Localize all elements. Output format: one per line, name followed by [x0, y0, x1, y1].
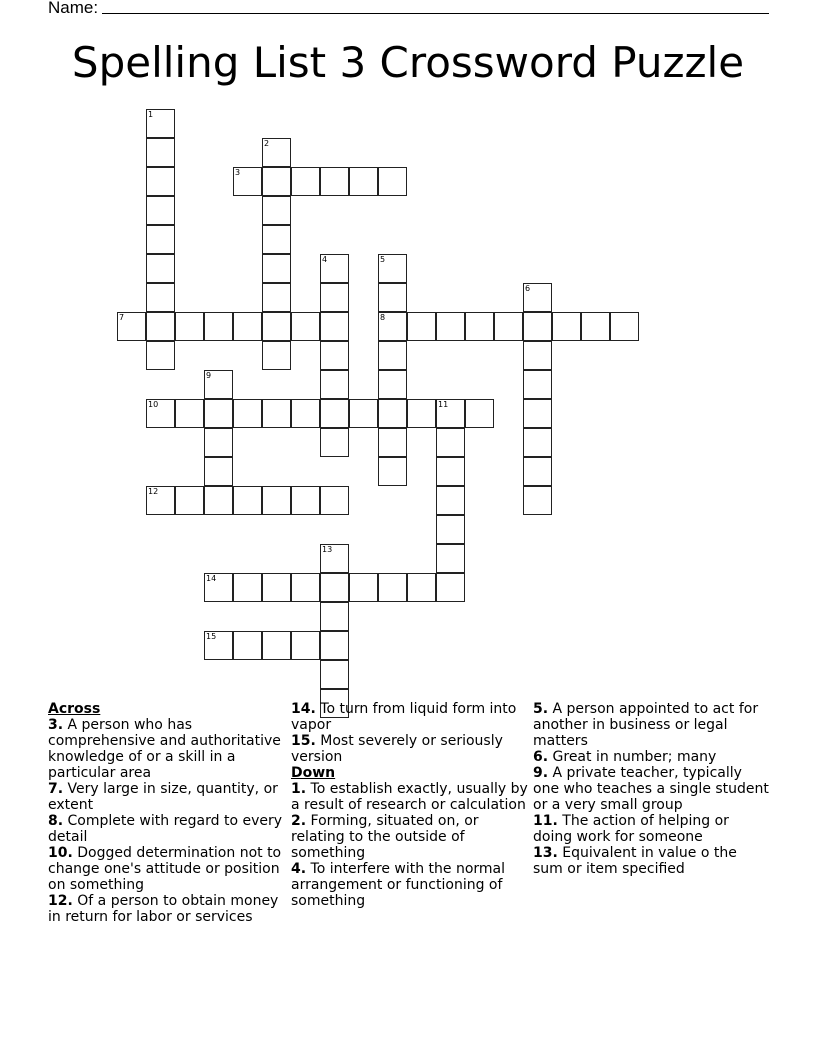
grid-cell[interactable]: [436, 312, 465, 341]
clue-item: [533, 749, 771, 765]
clue-item: [533, 765, 771, 813]
clue-number: 8.: [48, 813, 64, 829]
grid-cell[interactable]: [262, 196, 291, 225]
clue-text: Great in number; many: [552, 749, 717, 765]
grid-cell[interactable]: [436, 457, 465, 486]
grid-cell[interactable]: [407, 399, 436, 428]
grid-cell[interactable]: [436, 399, 465, 428]
clue-number: 3.: [48, 717, 64, 733]
clue-item: [533, 813, 771, 845]
grid-cell[interactable]: [581, 312, 610, 341]
grid-cell[interactable]: [349, 399, 378, 428]
grid-cell[interactable]: [146, 399, 175, 428]
clue-number: 7.: [48, 781, 64, 797]
clue-text: A person who has comprehensive and authoritative knowledge of or a skill in a particular area: [48, 717, 281, 781]
grid-cell[interactable]: [262, 283, 291, 312]
grid-cell[interactable]: [146, 254, 175, 283]
clue-item: [291, 781, 529, 813]
clue-number: 5.: [533, 701, 549, 717]
grid-cell[interactable]: [233, 486, 262, 515]
clue-number: 2.: [291, 813, 307, 829]
grid-cell[interactable]: [262, 225, 291, 254]
clue-item: [291, 813, 529, 861]
clue-text: To establish exactly, usually by a result of research or calculation: [291, 781, 528, 813]
name-field[interactable]: [48, 0, 769, 18]
grid-cell[interactable]: [291, 486, 320, 515]
grid-cell[interactable]: [494, 312, 523, 341]
clue-item: [533, 845, 771, 877]
grid-cell[interactable]: [146, 341, 175, 370]
grid-cell[interactable]: [204, 428, 233, 457]
grid-cell[interactable]: [233, 167, 262, 196]
clues-column-2: [291, 701, 529, 909]
grid-cell[interactable]: [523, 312, 552, 341]
clue-number: 10.: [48, 845, 73, 861]
clue-text: A person appointed to act for another in business or legal matters: [533, 701, 759, 749]
grid-cell[interactable]: [146, 138, 175, 167]
across-heading: Across: [48, 701, 101, 717]
grid-cell[interactable]: [320, 312, 349, 341]
name-label: Name:: [48, 0, 99, 17]
clue-item: [48, 717, 286, 781]
grid-cell[interactable]: [320, 167, 349, 196]
grid-cell[interactable]: [436, 486, 465, 515]
grid-cell[interactable]: [204, 370, 233, 399]
grid-cell[interactable]: [320, 283, 349, 312]
clue-text: Equivalent in value o the sum or item specified: [533, 845, 737, 877]
clue-number: 15.: [291, 733, 316, 749]
grid-cell[interactable]: [204, 573, 233, 602]
clue-text: Of a person to obtain money in return for labor or services: [48, 893, 279, 925]
clue-number: 5: [380, 255, 386, 264]
grid-cell[interactable]: [320, 486, 349, 515]
grid-cell[interactable]: [320, 370, 349, 399]
clue-number: 14.: [291, 701, 316, 717]
grid-cell[interactable]: [204, 486, 233, 515]
clue-item: [291, 733, 529, 765]
clue-number: 9.: [533, 765, 549, 781]
grid-cell[interactable]: [291, 167, 320, 196]
clue-number: 1.: [291, 781, 307, 797]
grid-cell[interactable]: [262, 341, 291, 370]
name-line[interactable]: [102, 0, 769, 14]
grid-cell[interactable]: [262, 167, 291, 196]
grid-cell[interactable]: [320, 544, 349, 573]
grid-cell[interactable]: [378, 457, 407, 486]
clue-number: 9: [206, 371, 212, 380]
grid-cell[interactable]: [262, 399, 291, 428]
grid-cell[interactable]: [523, 399, 552, 428]
grid-cell[interactable]: [262, 138, 291, 167]
clue-number: 14: [206, 574, 217, 583]
clue-number: 1: [148, 110, 154, 119]
clue-item: [291, 701, 529, 733]
grid-cell[interactable]: [523, 370, 552, 399]
grid-cell[interactable]: [291, 399, 320, 428]
clue-text: Very large in size, quantity, or extent: [48, 781, 278, 813]
clue-item: [533, 701, 771, 749]
grid-cell[interactable]: [523, 486, 552, 515]
grid-cell[interactable]: [291, 573, 320, 602]
grid-cell[interactable]: [378, 573, 407, 602]
clue-number: 12: [148, 487, 159, 496]
grid-cell[interactable]: [175, 312, 204, 341]
grid-cell[interactable]: [175, 399, 204, 428]
clue-item: [48, 813, 286, 845]
grid-cell[interactable]: [378, 283, 407, 312]
grid-cell[interactable]: [378, 370, 407, 399]
grid-cell[interactable]: [233, 399, 262, 428]
grid-cell[interactable]: [146, 312, 175, 341]
clue-number: 4: [322, 255, 328, 264]
grid-cell[interactable]: [523, 341, 552, 370]
grid-cell[interactable]: [146, 167, 175, 196]
grid-cell[interactable]: [233, 631, 262, 660]
clue-number: 13: [322, 545, 333, 554]
clue-number: 15: [206, 632, 217, 641]
grid-cell[interactable]: [320, 573, 349, 602]
grid-cell[interactable]: [378, 341, 407, 370]
grid-cell[interactable]: [378, 254, 407, 283]
clue-number: 11: [438, 400, 449, 409]
grid-cell[interactable]: [117, 312, 146, 341]
page-title: Spelling List 3 Crossword Puzzle: [71, 38, 745, 87]
grid-cell[interactable]: [436, 515, 465, 544]
clues-column-3: [533, 701, 771, 877]
clue-item: [48, 781, 286, 813]
clues-column-1: [48, 701, 286, 925]
clue-number: 7: [119, 313, 125, 322]
grid-cell[interactable]: [378, 312, 407, 341]
grid-cell[interactable]: [233, 573, 262, 602]
clue-number: 13.: [533, 845, 558, 861]
clue-item: [291, 861, 529, 909]
grid-cell[interactable]: [378, 399, 407, 428]
clue-number: 3: [235, 168, 241, 177]
down-heading: Down: [291, 765, 336, 781]
grid-cell[interactable]: [262, 631, 291, 660]
grid-cell[interactable]: [291, 631, 320, 660]
grid-cell[interactable]: [204, 312, 233, 341]
grid-cell[interactable]: [465, 399, 494, 428]
grid-cell[interactable]: [233, 312, 262, 341]
grid-cell[interactable]: [552, 312, 581, 341]
clue-text: To interfere with the normal arrangement or functioning of something: [291, 861, 506, 909]
clue-number: 6.: [533, 749, 549, 765]
grid-cell[interactable]: [523, 283, 552, 312]
grid-cell[interactable]: [523, 428, 552, 457]
clue-number: 10: [148, 400, 159, 409]
clue-text: To turn from liquid form into vapor: [291, 701, 517, 733]
grid-cell[interactable]: [146, 196, 175, 225]
clue-number: 8: [380, 313, 386, 322]
clue-text: Most severely or seriously version: [291, 733, 503, 765]
grid-cell[interactable]: [320, 254, 349, 283]
grid-cell[interactable]: [146, 283, 175, 312]
grid-cell[interactable]: [146, 109, 175, 138]
clue-number: 2: [264, 139, 270, 148]
grid-cell[interactable]: [320, 399, 349, 428]
grid-cell[interactable]: [320, 631, 349, 660]
grid-cell[interactable]: [262, 254, 291, 283]
clue-text: The action of helping or doing work for someone: [533, 813, 729, 845]
grid-cell[interactable]: [320, 428, 349, 457]
grid-cell[interactable]: [436, 428, 465, 457]
grid-cell[interactable]: [262, 312, 291, 341]
grid-cell[interactable]: [407, 573, 436, 602]
grid-cell[interactable]: [320, 602, 349, 631]
grid-cell[interactable]: [436, 544, 465, 573]
grid-cell[interactable]: [436, 573, 465, 602]
clue-number: 12.: [48, 893, 73, 909]
grid-cell[interactable]: [465, 312, 494, 341]
grid-cell[interactable]: [146, 225, 175, 254]
grid-cell[interactable]: [291, 312, 320, 341]
grid-cell[interactable]: [262, 486, 291, 515]
grid-cell[interactable]: [320, 341, 349, 370]
grid-cell[interactable]: [378, 428, 407, 457]
grid-cell[interactable]: [204, 631, 233, 660]
grid-cell[interactable]: [204, 399, 233, 428]
grid-cell[interactable]: [204, 457, 233, 486]
grid-cell[interactable]: [407, 312, 436, 341]
grid-cell[interactable]: [320, 660, 349, 689]
grid-cell[interactable]: [146, 486, 175, 515]
clue-item: [48, 845, 286, 893]
grid-cell[interactable]: [175, 486, 204, 515]
clue-item: [48, 893, 286, 925]
clue-number: 4.: [291, 861, 307, 877]
grid-cell[interactable]: [262, 573, 291, 602]
grid-cell[interactable]: [378, 167, 407, 196]
grid-cell[interactable]: [610, 312, 639, 341]
clue-text: Complete with regard to every detail: [48, 813, 283, 845]
clue-text: Forming, situated on, or relating to the outside of something: [291, 813, 479, 861]
clue-number: 6: [525, 284, 531, 293]
clue-number: 11.: [533, 813, 558, 829]
clue-text: Dogged determination not to change one's attitude or position on something: [48, 845, 282, 893]
grid-cell[interactable]: [349, 573, 378, 602]
clue-text: A private teacher, typically one who teaches a single student or a very small group: [533, 765, 769, 813]
grid-cell[interactable]: [349, 167, 378, 196]
grid-cell[interactable]: [523, 457, 552, 486]
